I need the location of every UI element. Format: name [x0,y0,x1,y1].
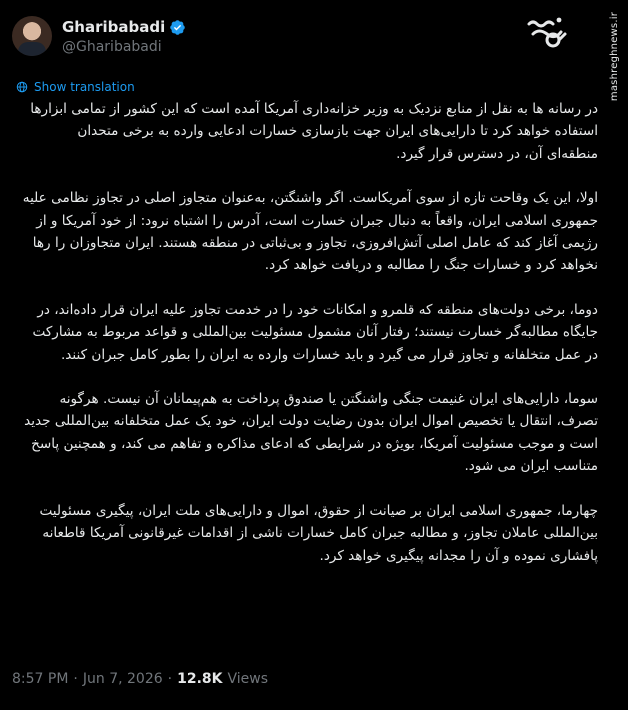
meta-separator-2: · [167,671,173,687]
show-translation-link[interactable] [16,80,135,94]
tweet-paragraph-2: اولا، این یک وقاحت تازه از سوی آمریکاست. اگر واشنگتن، به‌عنوان متجاوز اصلی در تجاوز نظامی علیه جمهوری اسلامی ایران، واقعاً به دنبال جبران خسارت است، آدرس را اشتباه نرود: از خود آمریکا و از رژیمی آغاز کند که عامل اصلی آتش‌افروزی، تجاوز و بی‌ثباتی در منطقه هستند. ایران متجاوزان را رها نخواهد کرد و خسارات جنگ را مطالبه و دریافت خواهد کرد. [22,190,598,274]
tweet-paragraph-5: چهارما، جمهوری اسلامی ایران بر صیانت از حقوق، اموال و دارایی‌های ملت ایران، پیگیری مسئولیت بین‌المللی عاملان تجاوز، و مطالبه جبران کامل خسارات ناشی از اقدامات غیرقانونی آمریکا قاطعانه پافشاری نموده و آن را مجدانه پیگیری خواهد کرد. [39,502,598,564]
tweet-paragraph-3: دوما، برخی دولت‌های منطقه که قلمرو و امکانات خود را در خدمت تجاوز علیه ایران قرار داده‌اند، در جایگاه مطالبه‌گر خسارت نیستند؛ رفتار آنان مشمول مسئولیت بین‌المللی و قواعد مربوط به مشارکت در عمل متخلفانه و تجاوز قرار می گیرد و باید خسارات وارده به ایران را بطور کامل جبران کنند. [32,301,598,363]
author-handle[interactable]: @Gharibabadi [62,39,162,55]
mashregh-logo-icon [525,10,569,50]
tweet-paragraph-1: در رسانه ها به نقل از منابع نزدیک به وزیر خزانه‌داری آمریکا آمده است که این کشور از تمامی ابزارها استفاده خواهد کرد تا دارایی‌های ایران جهت بازسازی خسارات ادعایی وارده به برخی متحدان منطقه‌ای آن، در دسترس قرار گیرد. [30,101,598,162]
views-count[interactable]: 12.8K [177,671,223,687]
globe-icon [16,81,28,93]
tweet-date[interactable]: Jun 7, 2026 [82,671,163,687]
tweet-text [22,98,598,589]
author-display-name[interactable]: Gharibabadi [62,18,166,36]
author-block [62,18,186,55]
avatar[interactable] [12,16,52,56]
verified-badge-icon [169,19,186,36]
tweet-paragraph-4: سوما، دارایی‌های ایران غنیمت جنگی واشنگتن یا صندوق پرداخت به هم‌پیمانان آن نیست. هرگونه تصرف، انتقال یا تخصیص اموال ایران بدون رضایت دولت ایران، خود یک عمل متخلفانه بین‌المللی جدید است و موجب مسئولیت آمریکا، بویژه در شرایطی که ادعای مذاکره و تفاهم می کند، و همچنین پاسخ متناسب ایران می شود. [24,391,598,475]
avatar-figure [18,42,46,56]
show-translation-label: Show translation [34,80,135,94]
views-label: Views [227,671,269,687]
site-watermark: mashreghnews.ir [609,12,620,102]
meta-separator: · [73,671,78,687]
tweet-time[interactable]: 8:57 PM [12,671,69,687]
name-row [62,18,186,36]
tweet-meta [12,671,268,687]
